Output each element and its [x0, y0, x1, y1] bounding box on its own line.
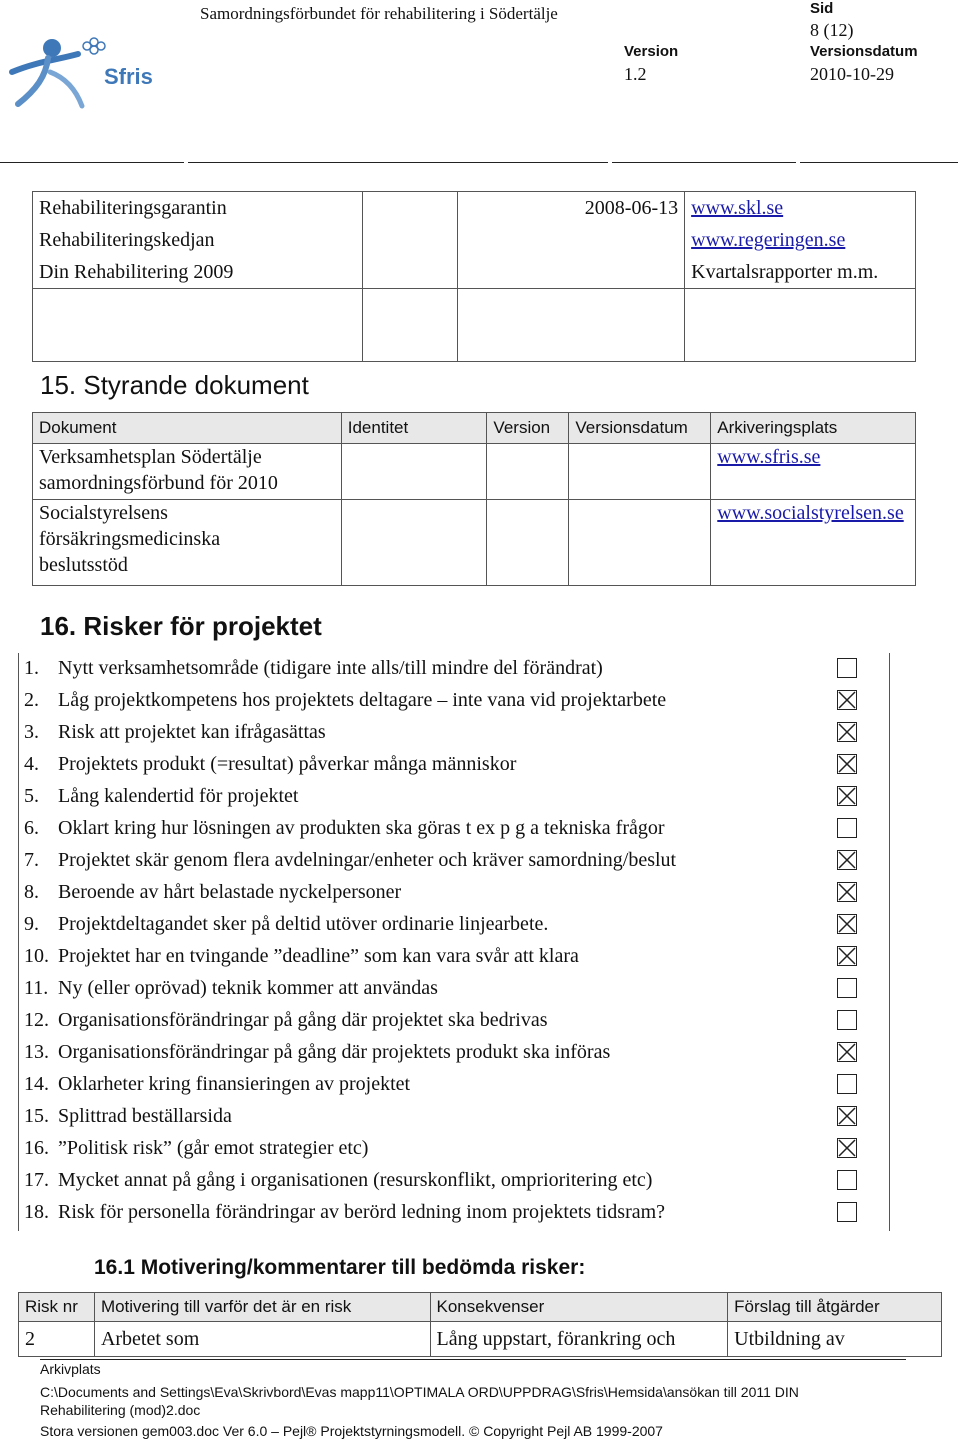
risk-item	[24, 1199, 665, 1225]
table-cell: Din Rehabilitering 2009	[33, 256, 363, 289]
document-identity	[341, 500, 487, 586]
governing-documents-table	[32, 412, 916, 586]
table-cell	[362, 192, 457, 225]
risk-number: 3.	[24, 721, 39, 743]
risk-number: 7.	[24, 849, 39, 871]
checkbox-cross-icon	[838, 755, 858, 775]
risk-text: Beroende av hårt belastade nyckelpersoner	[58, 881, 402, 903]
risk-checkbox[interactable]	[837, 882, 857, 902]
logo-text: Sfris	[104, 64, 153, 89]
risk-item	[24, 783, 298, 809]
risk-number: 2.	[24, 689, 39, 711]
footer-divider	[40, 1359, 906, 1360]
link-sfris[interactable]: www.sfris.se	[711, 444, 916, 500]
document-version	[487, 444, 569, 500]
risk-text: Låg projektkompetens hos projektets deltagare – inte vana vid projektarbete	[58, 689, 667, 711]
risk-item	[24, 751, 516, 777]
link-skl[interactable]: www.skl.se	[685, 192, 916, 225]
risk-checkbox[interactable]	[837, 1202, 857, 1222]
table-cell	[362, 256, 457, 289]
risk-checkbox[interactable]	[837, 818, 857, 838]
section-16-title: 16. Risker för projektet	[40, 611, 322, 641]
risk-number: 1.	[24, 657, 39, 679]
table-cell: Rehabiliteringsgarantin	[33, 192, 363, 225]
table-cell	[457, 256, 685, 289]
document-version	[487, 500, 569, 586]
table-cell: Lång uppstart, förankring och	[430, 1322, 728, 1357]
column-header: Motivering till varför det är en risk	[94, 1293, 430, 1322]
risk-checkbox[interactable]	[837, 850, 857, 870]
table-header-row	[19, 1293, 942, 1322]
risk-checkbox[interactable]	[837, 690, 857, 710]
risk-checkbox[interactable]	[837, 658, 857, 678]
risk-item	[24, 943, 579, 969]
risk-number: 13.	[24, 1041, 49, 1063]
footer-path: C:\Documents and Settings\Eva\Skrivbord\Evas mapp11\OPTIMALA ORD\UPPDRAG\Sfris\Hemsida\ansökan till 2011 DIN	[40, 1384, 799, 1400]
table-header-row	[33, 413, 916, 444]
column-header: Version	[487, 413, 569, 444]
column-header: Arkiveringsplats	[711, 413, 916, 444]
table-cell: Utbildning av	[728, 1322, 942, 1357]
risk-item	[24, 1135, 368, 1161]
document-date	[569, 500, 711, 586]
risk-checkbox[interactable]	[837, 1138, 857, 1158]
risk-text: Lång kalendertid för projektet	[58, 785, 299, 807]
table-cell: Kvartalsrapporter m.m.	[685, 256, 916, 289]
risk-item	[24, 1167, 652, 1193]
risk-item	[24, 1039, 610, 1065]
risk-text: Ny (eller oprövad) teknik kommer att användas	[58, 977, 438, 999]
risk-checkbox[interactable]	[837, 914, 857, 934]
logo	[6, 32, 166, 112]
document-identity	[341, 444, 487, 500]
risk-text: Risk att projektet kan ifrågasättas	[58, 721, 326, 743]
risk-item	[24, 719, 326, 745]
risk-text: Projektets produkt (=resultat) påverkar många människor	[58, 753, 517, 775]
risk-item	[24, 975, 438, 1001]
date-label: Versionsdatum	[810, 43, 918, 60]
reference-table	[32, 191, 916, 362]
risk-checkbox[interactable]	[837, 978, 857, 998]
risk-text: Projektdeltagandet sker på deltid utöver ordinarie linjearbete.	[58, 913, 549, 935]
header-divider	[800, 162, 958, 163]
checkbox-cross-icon	[838, 883, 858, 903]
checkbox-cross-icon	[838, 851, 858, 871]
risk-checkbox[interactable]	[837, 1074, 857, 1094]
table-cell: 2008-06-13	[457, 192, 685, 225]
risk-number: 12.	[24, 1009, 49, 1031]
link-regeringen[interactable]: www.regeringen.se	[685, 224, 916, 256]
risk-item	[24, 911, 548, 937]
risk-text: Oklarheter kring finansieringen av projektet	[58, 1073, 411, 1095]
header-divider	[612, 162, 796, 163]
risk-text: Organisationsförändringar på gång där projektet ska bedrivas	[58, 1009, 548, 1031]
risk-item	[24, 655, 603, 681]
risk-number: 9.	[24, 913, 39, 935]
risk-checkbox[interactable]	[837, 1010, 857, 1030]
risk-item	[24, 879, 401, 905]
risk-text: Oklart kring hur lösningen av produkten ska göras t ex p g a tekniska frågor	[58, 817, 665, 839]
risk-text: ”Politisk risk” (går emot strategier etc)	[58, 1137, 369, 1159]
table-row	[33, 500, 916, 586]
date-value: 2010-10-29	[810, 64, 894, 84]
risk-text: Organisationsförändringar på gång där projektets produkt ska införas	[58, 1041, 611, 1063]
table-cell: 2	[19, 1322, 95, 1357]
risk-number: 10.	[24, 945, 49, 967]
footer-template: Stora versionen gem003.doc Ver 6.0 – Pejl® Projektstyrningsmodell. © Copyright Pejl AB 1999-2007	[40, 1423, 663, 1439]
risk-text: Projektet har en tvingande ”deadline” som kan vara svår att klara	[58, 945, 579, 967]
sid-label: Sid	[810, 0, 834, 17]
risk-comments-table	[18, 1292, 942, 1357]
risk-number: 5.	[24, 785, 39, 807]
table-cell	[457, 224, 685, 256]
header-divider	[188, 162, 608, 163]
checkbox-cross-icon	[838, 691, 858, 711]
column-header: Versionsdatum	[569, 413, 711, 444]
risk-checkbox[interactable]	[837, 1170, 857, 1190]
column-header: Risk nr	[19, 1293, 95, 1322]
risk-item	[24, 687, 666, 713]
document-name: Verksamhetsplan Södertälje samordningsförbund för 2010	[33, 444, 342, 500]
table-row	[19, 1322, 942, 1357]
checkbox-cross-icon	[838, 915, 858, 935]
risk-number: 14.	[24, 1073, 49, 1095]
table-row	[33, 192, 916, 225]
risk-item	[24, 815, 665, 841]
version-label: Version	[624, 43, 679, 60]
risk-number: 11.	[24, 977, 49, 999]
risk-text: Nytt verksamhetsområde (tidigare inte alls/till mindre del förändrat)	[58, 657, 603, 679]
risk-checkbox[interactable]	[837, 754, 857, 774]
risk-checkbox[interactable]	[837, 786, 857, 806]
risk-checkbox[interactable]	[837, 1042, 857, 1062]
risk-text: Projektet skär genom flera avdelningar/enheter och kräver samordning/beslut	[58, 849, 677, 871]
table-row	[33, 256, 916, 289]
table-cell	[362, 289, 457, 362]
table-cell	[362, 224, 457, 256]
table-cell	[33, 289, 363, 362]
organization-name: Samordningsförbundet för rehabilitering i Södertälje	[200, 4, 558, 23]
footer-archive-label: Arkivplats	[40, 1361, 101, 1377]
table-cell	[685, 289, 916, 362]
risk-item	[24, 847, 676, 873]
checkbox-cross-icon	[838, 787, 858, 807]
checkbox-cross-icon	[838, 947, 858, 967]
column-header: Dokument	[33, 413, 342, 444]
checkbox-cross-icon	[838, 1107, 858, 1127]
risk-text: Splittrad beställarsida	[58, 1105, 232, 1127]
risk-text: Risk för personella förändringar av berörd ledning inom projektets tidsram?	[58, 1201, 666, 1223]
checkbox-cross-icon	[838, 1139, 858, 1159]
column-header: Förslag till åtgärder	[728, 1293, 942, 1322]
table-cell: Arbetet som	[94, 1322, 430, 1357]
risk-text: Mycket annat på gång i organisationen (resurskonflikt, omprioritering etc)	[58, 1169, 653, 1191]
risk-item	[24, 1007, 547, 1033]
link-socialstyrelsen[interactable]: www.socialstyrelsen.se	[711, 500, 916, 586]
risk-checkbox[interactable]	[837, 1106, 857, 1126]
risk-number: 17.	[24, 1169, 49, 1191]
version-value: 1.2	[624, 64, 647, 84]
header-divider	[0, 162, 184, 163]
footer-path-cont: Rehabilitering (mod)2.doc	[40, 1402, 201, 1418]
risk-number: 15.	[24, 1105, 49, 1127]
risk-item	[24, 1103, 232, 1129]
table-cell	[457, 289, 685, 362]
risk-checkbox[interactable]	[837, 722, 857, 742]
section-16-1-title: 16.1 Motivering/kommentarer till bedömda risker:	[94, 1256, 586, 1279]
page-number: 8 (12)	[810, 20, 854, 40]
risk-number: 8.	[24, 881, 39, 903]
column-header: Identitet	[341, 413, 487, 444]
table-row	[33, 289, 916, 362]
column-header: Konsekvenser	[430, 1293, 728, 1322]
section-15-title: 15. Styrande dokument	[40, 370, 309, 400]
risk-number: 6.	[24, 817, 39, 839]
checkbox-cross-icon	[838, 1043, 858, 1063]
table-cell: Rehabiliteringskedjan	[33, 224, 363, 256]
risk-number: 16.	[24, 1137, 49, 1159]
table-row	[33, 224, 916, 256]
risk-number: 4.	[24, 753, 39, 775]
table-row	[33, 444, 916, 500]
risk-item	[24, 1071, 410, 1097]
risk-number: 18.	[24, 1201, 49, 1223]
document-name: Socialstyrelsens försäkringsmedicinska beslutsstöd	[33, 500, 342, 586]
document-date	[569, 444, 711, 500]
risk-checkbox[interactable]	[837, 946, 857, 966]
checkbox-cross-icon	[838, 723, 858, 743]
